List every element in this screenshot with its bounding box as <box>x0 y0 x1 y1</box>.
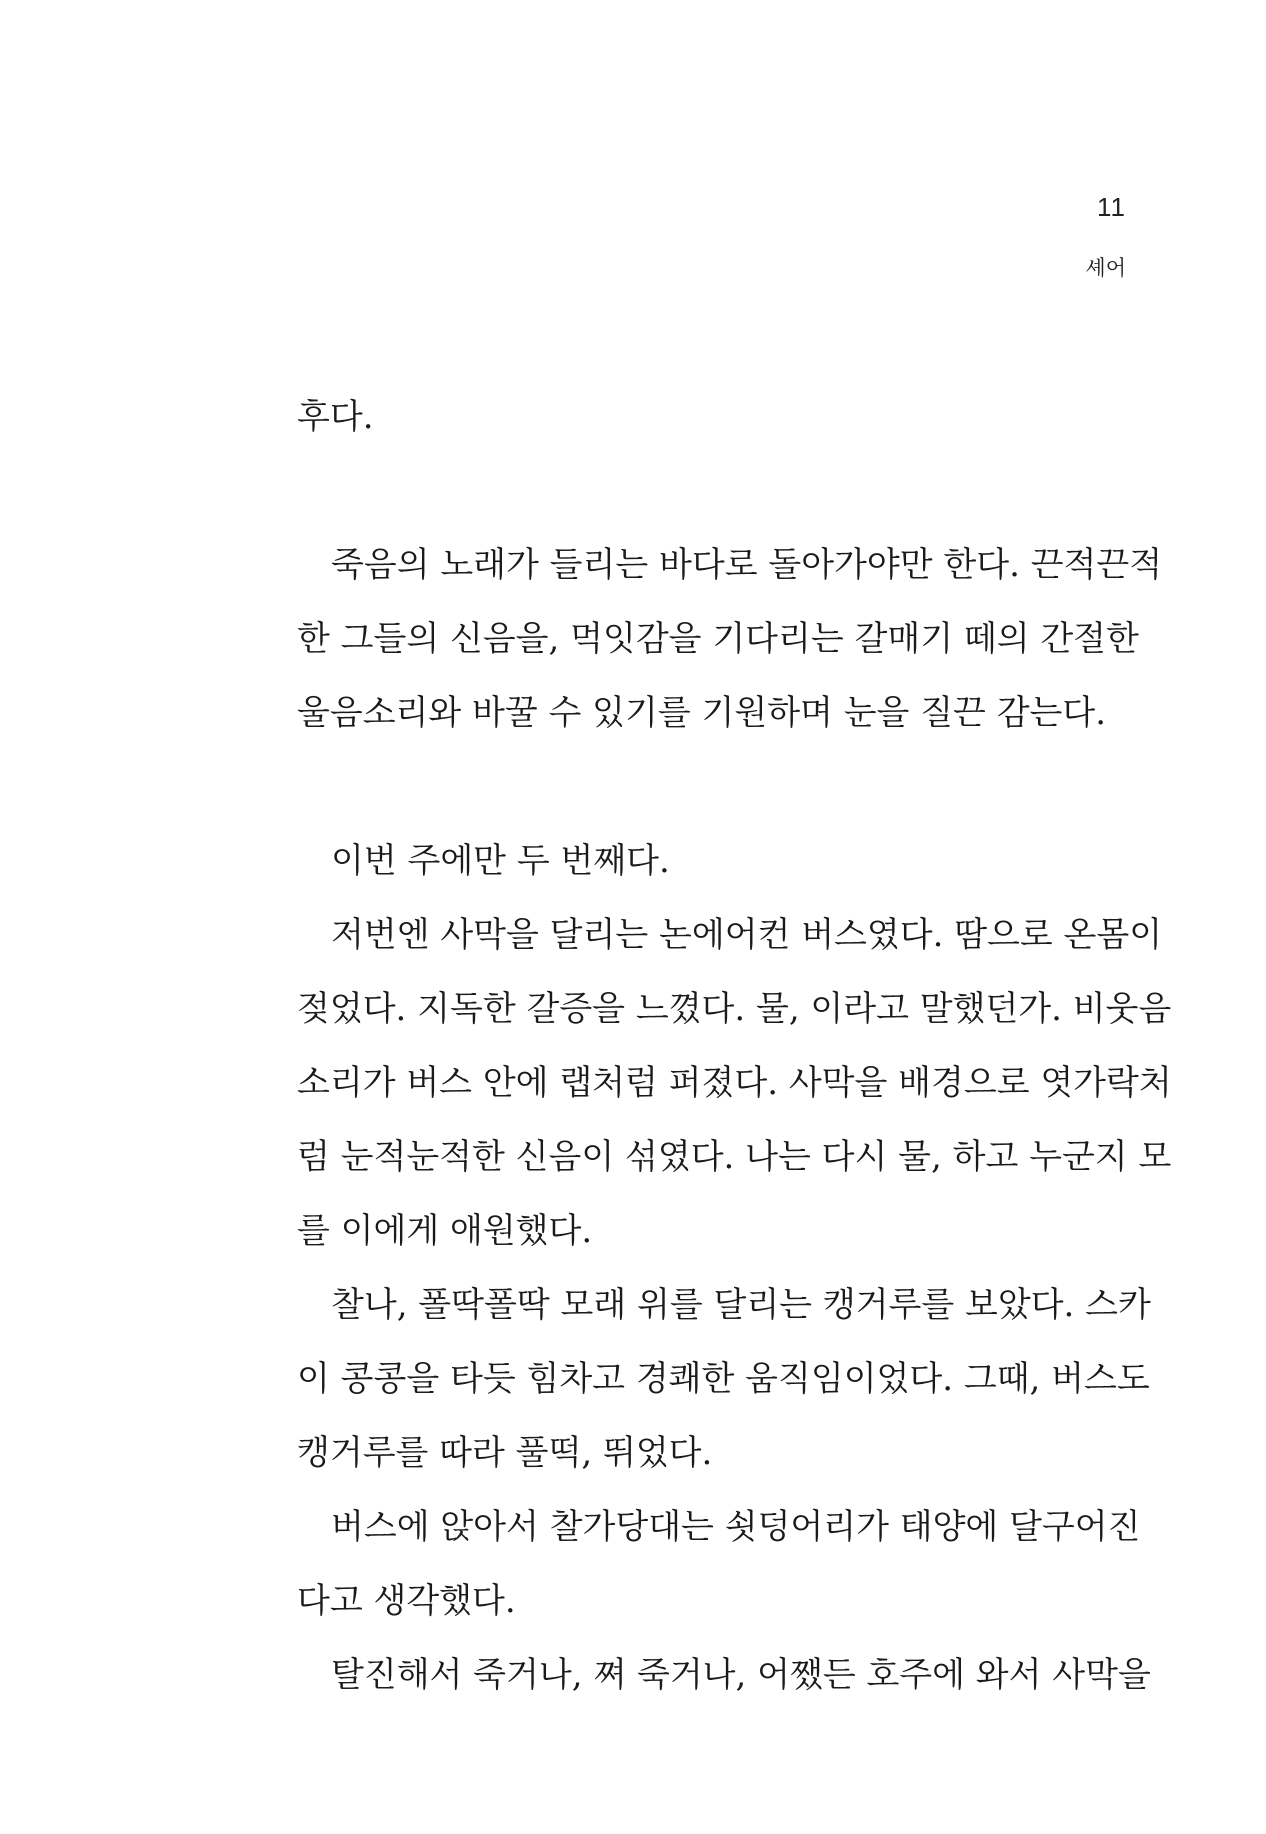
text-line: 소리가 버스 안에 랩처럼 퍼졌다. 사막을 배경으로 엿가락처 <box>297 1063 1172 1103</box>
body-text <box>297 380 1172 1712</box>
page-number: 11 <box>1097 192 1126 222</box>
text-line: 후다. <box>297 397 374 437</box>
paragraph-gap <box>297 454 1129 528</box>
paragraph-gap <box>297 750 1129 824</box>
text-line: 젖었다. 지독한 갈증을 느꼈다. 물, 이라고 말했던가. 비웃음 <box>297 989 1172 1029</box>
text-line: 캥거루를 따라 풀떡, 뛰었다. <box>297 1433 713 1473</box>
text-line: 다고 생각했다. <box>297 1581 516 1621</box>
text-line: 찰나, 폴딱폴딱 모래 위를 달리는 캥거루를 보았다. 스카 <box>331 1285 1151 1325</box>
text-line: 울음소리와 바꿀 수 있기를 기원하며 눈을 질끈 감는다. <box>297 693 1107 733</box>
chapter-title: 셰어 <box>1085 257 1126 280</box>
text-line: 이번 주에만 두 번째다. <box>331 841 670 881</box>
text-line: 저번엔 사막을 달리는 논에어컨 버스였다. 땀으로 온몸이 <box>331 915 1163 955</box>
text-line: 를 이에게 애원했다. <box>297 1211 593 1251</box>
text-line: 탈진해서 죽거나, 쪄 죽거나, 어쨌든 호주에 와서 사막을 <box>331 1655 1151 1695</box>
text-line: 이 콩콩을 타듯 힘차고 경쾌한 움직임이었다. 그때, 버스도 <box>297 1359 1150 1399</box>
text-line: 럼 눈적눈적한 신음이 섞였다. 나는 다시 물, 하고 누군지 모 <box>297 1137 1172 1177</box>
text-line: 버스에 앉아서 찰가당대는 쇳덩어리가 태양에 달구어진 <box>331 1507 1141 1547</box>
text-line: 한 그들의 신음을, 먹잇감을 기다리는 갈매기 떼의 간절한 <box>297 619 1139 659</box>
text-line: 죽음의 노래가 들리는 바다로 돌아가야만 한다. 끈적끈적 <box>331 545 1163 585</box>
